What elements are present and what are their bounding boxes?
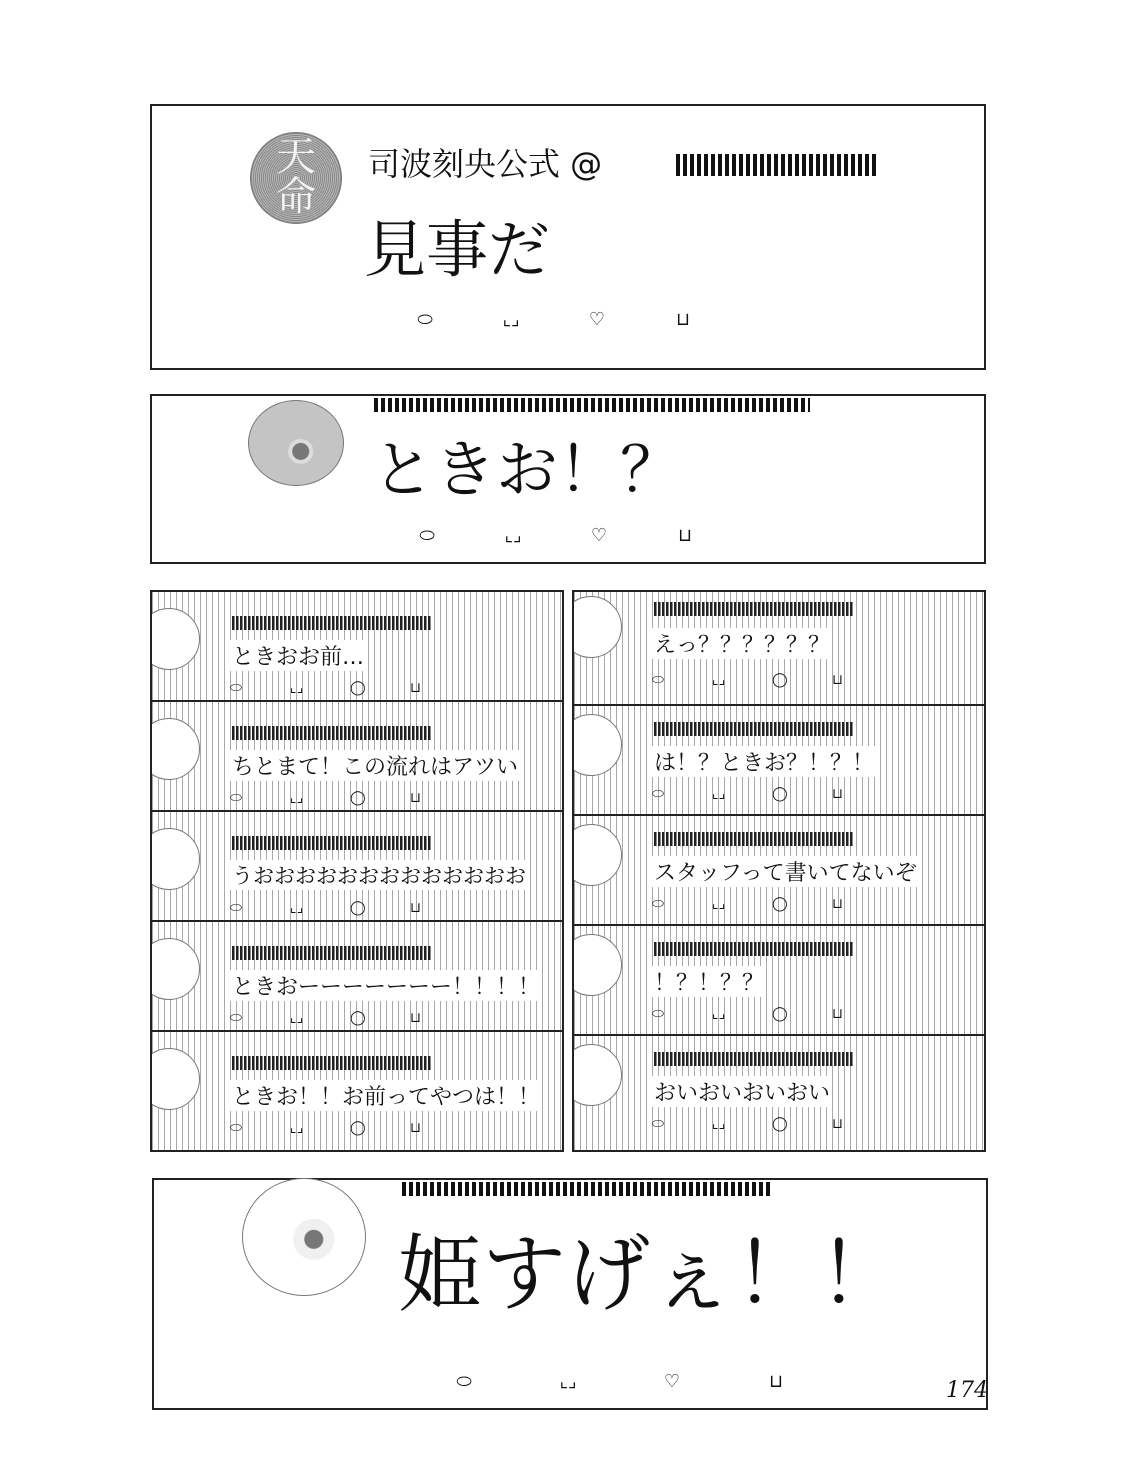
reply-icon[interactable]: ⬭ (652, 672, 664, 688)
share-icon[interactable]: ⊔ (677, 525, 693, 546)
reply-actions (652, 1116, 892, 1132)
share-icon[interactable]: ⊔ (410, 680, 421, 696)
reply-actions (230, 1120, 470, 1136)
reply-icon[interactable]: ⬭ (230, 1120, 242, 1136)
reply-text: ときおお前… (230, 640, 366, 671)
repost-icon[interactable]: ⌞⌟ (712, 1116, 726, 1132)
reply-icon[interactable]: ⬭ (652, 1116, 664, 1132)
post-actions (384, 526, 728, 546)
reply-actions (652, 786, 892, 802)
post-text: 見事だ (364, 213, 551, 286)
like-icon[interactable]: ◯ (772, 786, 788, 802)
share-icon[interactable]: ⊔ (832, 786, 843, 802)
username-redacted (232, 726, 432, 740)
reply-actions (230, 680, 470, 696)
share-icon[interactable]: ⊔ (832, 1006, 843, 1022)
avatar-glyph-top: 天 (276, 134, 316, 180)
repost-icon[interactable]: ⌞⌟ (712, 896, 726, 912)
reply-actions (652, 1006, 892, 1022)
avatar (572, 1044, 622, 1106)
username-redacted (232, 946, 432, 960)
reply-text: ちとまて！この流れはアツい (230, 750, 520, 781)
post-text: 姫すげぇ！！ (398, 1225, 903, 1323)
reply-actions (652, 672, 892, 688)
username-redacted (654, 602, 854, 616)
avatar (572, 596, 622, 658)
share-icon[interactable]: ⊔ (410, 790, 421, 806)
list-item[interactable] (152, 702, 562, 812)
like-icon[interactable]: ◯ (350, 900, 366, 916)
reply-actions (230, 900, 470, 916)
reply-grid-right (572, 590, 986, 1152)
page-number: 174 (946, 1378, 988, 1403)
list-item[interactable] (152, 812, 562, 922)
username-redacted (654, 942, 854, 956)
reply-actions (230, 1010, 470, 1026)
like-icon[interactable]: ◯ (772, 1006, 788, 1022)
post-panel-3 (152, 1178, 988, 1410)
reply-icon[interactable]: ⬭ (652, 896, 664, 912)
share-icon[interactable]: ⊔ (675, 309, 691, 330)
like-icon[interactable]: ◯ (350, 790, 366, 806)
repost-icon[interactable]: ⌞⌟ (502, 309, 520, 330)
share-icon[interactable]: ⊔ (410, 1120, 421, 1136)
reply-text: うおおおおおおおおおおおおお (230, 860, 528, 890)
reply-text: は！？ときお？！？！ (652, 746, 876, 777)
username-redacted (654, 832, 854, 846)
reply-text: えっ？？？？？？ (652, 628, 832, 659)
avatar (572, 934, 622, 996)
list-item[interactable] (152, 922, 562, 1032)
reply-actions (230, 790, 470, 806)
repost-icon[interactable]: ⌞⌟ (712, 672, 726, 688)
repost-icon[interactable]: ⌞⌟ (504, 525, 522, 546)
like-icon[interactable]: ◯ (772, 1116, 788, 1132)
post-actions (382, 310, 726, 330)
username-redacted (654, 1052, 854, 1066)
reply-grid-left (150, 590, 564, 1152)
reply-text: おいおいおいおい (652, 1076, 832, 1107)
like-icon[interactable]: ♡ (588, 309, 606, 330)
avatar (150, 828, 200, 890)
post-actions (412, 1372, 828, 1392)
repost-icon[interactable]: ⌞⌟ (559, 1371, 577, 1392)
reply-text: ときお！！お前ってやつは！！ (230, 1080, 542, 1111)
repost-icon[interactable]: ⌞⌟ (290, 900, 304, 916)
repost-icon[interactable]: ⌞⌟ (290, 1120, 304, 1136)
like-icon[interactable]: ◯ (350, 1010, 366, 1026)
reply-icon[interactable]: ⬭ (456, 1371, 472, 1392)
list-item[interactable] (574, 816, 984, 926)
avatar (150, 718, 200, 780)
reply-icon[interactable]: ⬭ (230, 790, 242, 806)
like-icon[interactable]: ◯ (350, 680, 366, 696)
list-item[interactable] (152, 1032, 562, 1152)
repost-icon[interactable]: ⌞⌟ (290, 1010, 304, 1026)
share-icon[interactable]: ⊔ (768, 1371, 784, 1392)
like-icon[interactable]: ♡ (663, 1371, 681, 1392)
like-icon[interactable]: ◯ (772, 672, 788, 688)
reply-icon[interactable]: ⬭ (652, 786, 664, 802)
username-redacted (232, 1056, 432, 1070)
share-icon[interactable]: ⊔ (410, 900, 421, 916)
like-icon[interactable]: ♡ (590, 525, 608, 546)
reply-icon[interactable]: ⬭ (230, 900, 242, 916)
reply-icon[interactable]: ⬭ (419, 525, 435, 546)
avatar[interactable] (250, 132, 342, 224)
list-item[interactable] (574, 592, 984, 706)
list-item[interactable] (574, 1036, 984, 1152)
list-item[interactable] (574, 926, 984, 1036)
username-redacted (654, 722, 854, 736)
reply-icon[interactable]: ⬭ (417, 309, 433, 330)
repost-icon[interactable]: ⌞⌟ (712, 1006, 726, 1022)
avatar (150, 608, 200, 670)
author-handle (676, 154, 876, 176)
list-item[interactable] (574, 706, 984, 816)
share-icon[interactable]: ⊔ (410, 1010, 421, 1026)
list-item[interactable] (152, 592, 562, 702)
like-icon[interactable]: ◯ (350, 1120, 366, 1136)
share-icon[interactable]: ⊔ (832, 672, 843, 688)
post-panel-1 (150, 104, 986, 370)
repost-icon[interactable]: ⌞⌟ (712, 786, 726, 802)
reply-icon[interactable]: ⬭ (230, 680, 242, 696)
reply-text: ！？！？？ (652, 966, 766, 997)
author-handle (374, 398, 810, 412)
post-panel-2 (150, 394, 986, 564)
avatar (572, 824, 622, 886)
avatar (572, 714, 622, 776)
share-icon[interactable]: ⊔ (832, 1116, 843, 1132)
repost-icon[interactable]: ⌞⌟ (290, 790, 304, 806)
reply-text: スタッフって書いてないぞ (652, 856, 919, 887)
avatar[interactable] (248, 400, 344, 486)
username-redacted (232, 836, 432, 850)
author-name: 司波刻央公式 @ (368, 145, 603, 183)
like-icon[interactable]: ◯ (772, 896, 788, 912)
reply-actions (652, 896, 892, 912)
avatar[interactable] (242, 1178, 366, 1296)
reply-text: ときおーーーーーーー！！！！ (230, 970, 542, 1001)
avatar-glyph-bottom: 命 (276, 174, 316, 220)
reply-icon[interactable]: ⬭ (652, 1006, 664, 1022)
avatar (150, 938, 200, 1000)
author-handle (402, 1182, 772, 1196)
share-icon[interactable]: ⊔ (832, 896, 843, 912)
post-text: ときお！？ (372, 433, 683, 506)
repost-icon[interactable]: ⌞⌟ (290, 680, 304, 696)
reply-icon[interactable]: ⬭ (230, 1010, 242, 1026)
username-redacted (232, 616, 432, 630)
post-author (368, 144, 602, 184)
avatar (150, 1048, 200, 1110)
